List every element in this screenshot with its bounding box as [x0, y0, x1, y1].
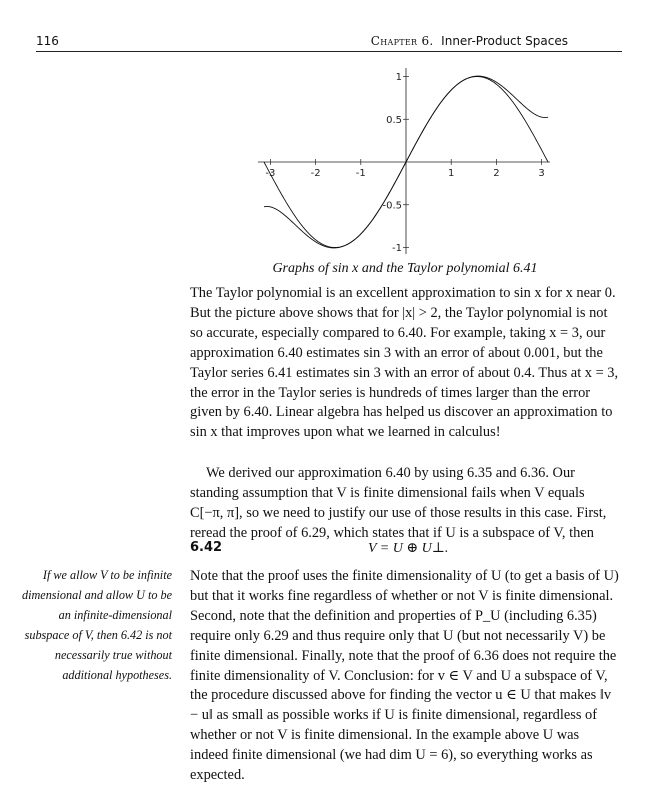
y-tick-label: 1 [395, 72, 402, 83]
chapter-title: Inner-Product Spaces [441, 34, 568, 48]
paragraph-text: We derived our approximation 6.40 by using 6.35 and 6.36. Our standing assumption that V is finite dimensional fails when V equals C[−π, π], so we need to justify our use of those results in this case. First, reread the proof of 6.29, which states that if U is a subspace of V, then [190, 465, 607, 541]
x-tick-label: 2 [493, 168, 500, 179]
y-tick-label: -0.5 [382, 200, 402, 212]
x-tick-label: -2 [310, 168, 321, 179]
theorem-equation: V = U ⊕ U⊥. [368, 541, 449, 556]
theorem-number: 6.42 [190, 540, 223, 555]
paragraph-text: Note that the proof uses the finite dimensionality of U (to get a basis of U) but that it works fine regardless of whether or not V is finite dimensional. Second, note that the definition and properties of P_U (including 6.35) require only 6.29 and thus require only that U (but not necessarily V) be finite dimensional. Finally, note that the proof of 6.36 does not require the finite dimensionality of V. Conclusion: for v ∈ V and U a subspace of V, the procedure discussed above for finding the vector u ∈ U that makes ‖v − u‖ as small as possible works if U is finite dimensional, regardless of whether or not V is finite dimensional. In the example above U was indeed finite dimensional (we had dim U = 6), so everything works as expected. [190, 568, 619, 784]
paragraph-taylor-accuracy [190, 284, 620, 443]
x-tick-label: 1 [448, 168, 455, 179]
margin-note: If we allow V to be infinite dimensional and allow U to be an infinite-dimensional subspace of V, then 6.42 is not necessarily true without additional hypotheses. [22, 568, 172, 682]
theorem-6-42 [190, 540, 620, 560]
sin-taylor-plot [250, 62, 560, 262]
y-tick-label: 0.5 [386, 114, 402, 126]
page-number: 116 [36, 34, 59, 48]
paragraph-text: The Taylor polynomial is an excellent approximation to sin x for x near 0. But the picture above shows that for |x| > 2, the Taylor polynomial is not so accurate, especially compared to 6.40. For example, taking x = 3, our approximation 6.40 estimates sin 3 with an error of about 0.001, but the Taylor series 6.41 estimates sin 3 with an error of about 0.4. Thus at x = 3, the error in the Taylor series is hundreds of times larger than the error given by 6.40. Linear algebra has helped us discover an approximation to sin x that improves upon what we learned in calculus! [190, 285, 619, 441]
y-tick-label: -1 [392, 243, 402, 254]
x-tick-label: -3 [265, 168, 276, 179]
x-tick-label: 3 [538, 168, 545, 179]
page-header [36, 34, 622, 52]
paragraph-justification [190, 464, 620, 544]
running-title [371, 34, 568, 48]
x-tick-label: -1 [355, 168, 366, 179]
paragraph-proof-notes [190, 567, 620, 786]
figure-caption: Graphs of sin x and the Taylor polynomial 6.41 [272, 261, 538, 276]
chapter-label: Chapter 6. [370, 34, 434, 48]
header-rule [36, 51, 622, 52]
